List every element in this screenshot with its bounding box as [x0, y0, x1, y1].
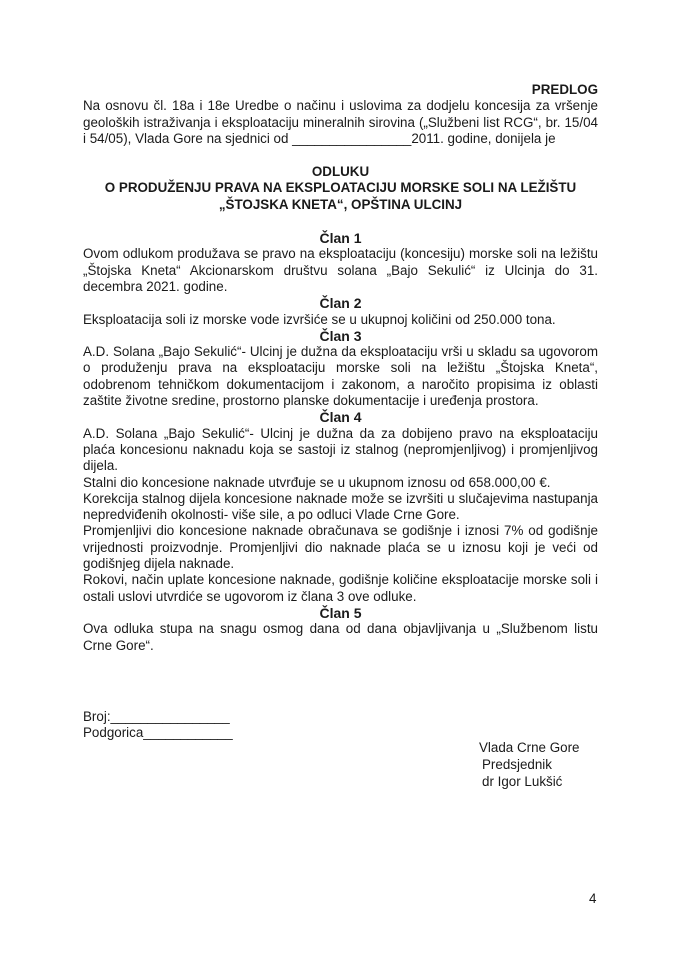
article-heading: Član 1 — [319, 230, 362, 247]
preamble: Na osnovu čl. 18a i 18e Uredbe o načinu i uslovima za dodjelu koncesija za vršenje geoloških istraživanja i eksploataciju mineralnih sirovina („Službeni list RCG“, br. 15/04 i 54/05), Vlada Gore na sjednici od ________________2011. godine, donijela je — [83, 98, 598, 146]
document-body — [83, 82, 598, 654]
signature-block — [479, 739, 579, 790]
article-heading: Član 2 — [319, 295, 362, 312]
article-paragraph: Ovom odlukom produžava se pravo na eksploataciju (koncesiju) morske soli na ležištu „Štojska Kneta“ Akcionarskom društvu solana „Bajo Sekulić“ iz Ulcinja do 31. decembra 2021. godine. — [83, 246, 598, 294]
decision-title: ODLUKU — [311, 164, 370, 180]
signatory-name: dr Igor Lukšić — [482, 774, 563, 789]
article-paragraph: A.D. Solana „Bajo Sekulić“- Ulcinj je dužna da eksploataciju vrši u skladu sa ugovorom o produženju prava na eksploataciju morske soli na ležištu „Štojska Kneta“, odobrenom tehničkom dokumentacijom i zakonom, a naročito propisima iz oblasti zaštite životne sredine, prostorno planske dokumentacije i uređenja prostora. — [83, 344, 598, 409]
article-paragraph: Stalni dio koncesione naknade utvrđuje se u ukupnom iznosu od 658.000,00 €. — [83, 474, 551, 490]
article-paragraph: Promjenljivi dio koncesione naknade obračunava se godišnje i iznosi 7% od godišnje vrijednosti proizvodnje. Promjenljivi dio naknade plaća se u iznosu koji je veći od godišnjeg dijela naknade. — [83, 523, 598, 572]
proposal-label: PREDLOG — [531, 82, 598, 97]
reference-number: Broj:________________ — [83, 709, 230, 724]
article-heading: Član 4 — [319, 409, 362, 426]
article-paragraph: Ova odluka stupa na snagu osmog dana od dana objavljivanja u „Službenom listu Crne Gore“. — [83, 621, 598, 653]
article-paragraph: A.D. Solana „Bajo Sekulić“- Ulcinj je dužna da za dobijeno pravo na eksploataciju plaća koncesionu naknadu koja se sastoji iz stalnog (nepromjenljivog) i promjenljivog dijela. — [83, 425, 598, 474]
reference-block — [83, 709, 233, 742]
government-name: Vlada Crne Gore — [479, 740, 580, 755]
decision-subtitle-1: O PRODUŽENJU PRAVA NA EKSPLOATACIJU MORSKE SOLI NA LEŽIŠTU — [104, 180, 577, 196]
article-paragraph: Eksploatacija soli iz morske vode izvršiće se u ukupnoj količini od 250.000 tona. — [83, 311, 556, 327]
article-heading: Član 3 — [319, 327, 362, 344]
decision-subtitle-2: „ŠTOJSKA KNETA“, OPŠTINA ULCINJ — [218, 196, 463, 212]
article-heading: Član 5 — [319, 604, 362, 621]
article-paragraph: Korekcija stalnog dijela koncesione naknade može se izvršiti u slučajevima nastupanja nepredviđenih okolnosti- više sile, a po odluci Vlade Crne Gore. — [83, 490, 598, 523]
article-paragraph: Rokovi, način uplate koncesione naknade, godišnje količine eksploatacije morske soli i ostali uslovi utvrdiće se ugovorom iz člana 3 ove odluke. — [83, 572, 598, 604]
reference-place: Podgorica____________ — [83, 725, 233, 741]
page-number: 4 — [589, 891, 597, 906]
signatory-role: Predsjednik — [482, 757, 552, 772]
